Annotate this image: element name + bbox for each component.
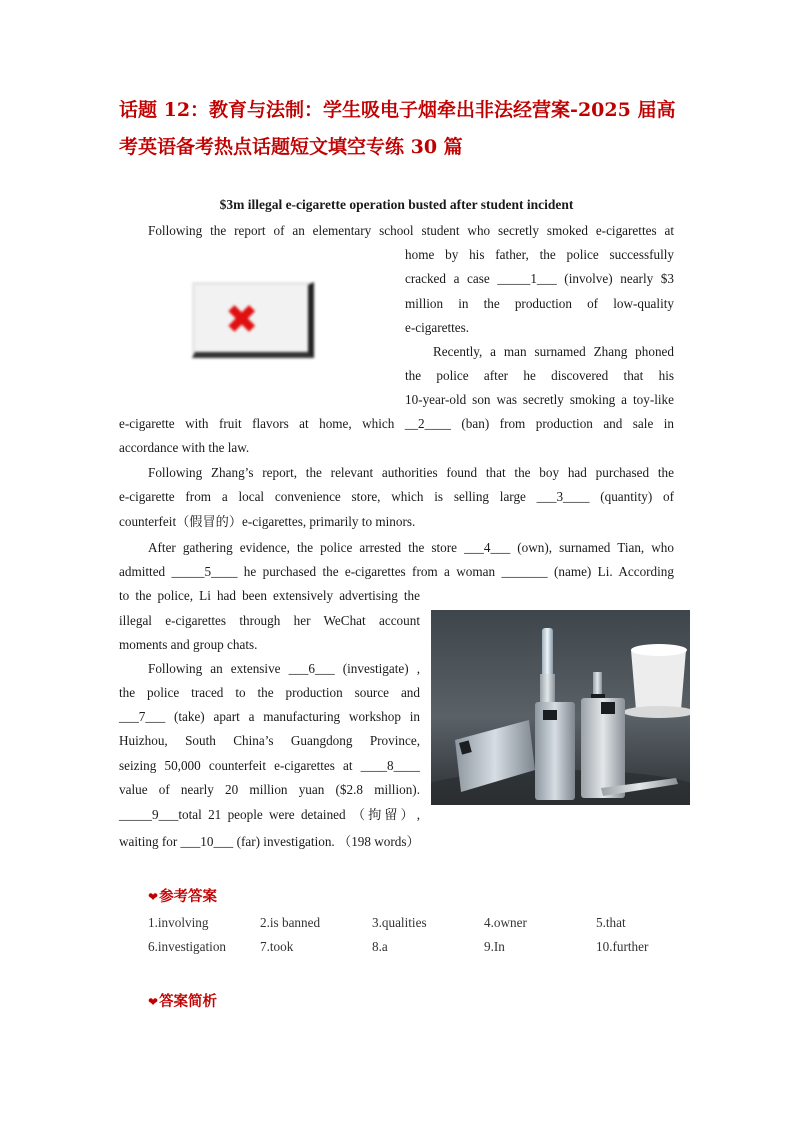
article-line: counterfeit（假冒的）e-cigarettes, primarily to minors. xyxy=(119,514,416,529)
article-line: the police after he discovered that his xyxy=(405,368,674,383)
answer-item: 7.took xyxy=(260,939,294,954)
article-line: After gathering evidence, the police arrested the store ___4___ (own), surnamed Tian, who xyxy=(148,540,674,555)
article-line: seizing 50,000 counterfeit e-cigarettes at ____8____ xyxy=(119,758,420,773)
article-title: $3m illegal e-cigarette operation busted after student incident xyxy=(219,197,574,212)
article-line: admitted _____5____ he purchased the e-cigarettes from a woman _______ (name) Li. According xyxy=(119,564,674,579)
article-line: ___7___ (take) apart a manufacturing workshop in xyxy=(119,709,420,724)
answer-item: 6.investigation xyxy=(148,939,227,954)
article-line: e-cigarettes. xyxy=(405,320,470,335)
e-cigarette-photo xyxy=(431,610,690,805)
article-line: _____9___total 21 people were detained （拘留）, xyxy=(119,807,420,822)
article-line: Huizhou, South China’s Guangdong Province, xyxy=(119,733,420,748)
article-line: the police traced to the production source and xyxy=(119,685,420,700)
article-line: Recently, a man surnamed Zhang phoned xyxy=(433,344,674,359)
answers-heading xyxy=(148,885,217,906)
answer-item: 10.further xyxy=(596,939,649,954)
article-line: accordance with the law. xyxy=(119,440,250,455)
page-title-line-2: 考英语备考热点话题短文填空专练 30 篇 xyxy=(119,136,463,158)
answer-item: 1.involving xyxy=(148,915,209,930)
article-line: waiting for ___10___ (far) investigation. （198 words） xyxy=(119,834,420,849)
answer-item: 2.is banned xyxy=(260,915,321,930)
article-line: e-cigarette with fruit flavors at home, which __2____ (ban) from production and sale in xyxy=(119,416,674,431)
article-line: cracked a case _____1___ (involve) nearly $3 xyxy=(405,271,674,286)
broken-image-icon xyxy=(192,282,314,358)
red-x-icon: ✖ xyxy=(225,297,259,343)
article-line: home by his father, the police successfully xyxy=(405,247,674,262)
article-line: moments and group chats. xyxy=(119,637,258,652)
answer-item: 4.owner xyxy=(484,915,527,930)
heart-icon: ❤ xyxy=(148,995,159,1009)
answer-item: 8.a xyxy=(372,939,388,954)
article-line: Following the report of an elementary school student who secretly smoked e-cigarettes at xyxy=(148,223,674,238)
article-line: Following Zhang’s report, the relevant authorities found that the boy had purchased the xyxy=(148,465,674,480)
article-line: illegal e-cigarettes through her WeChat account xyxy=(119,613,420,628)
analysis-heading-label: 答案简析 xyxy=(159,993,218,1010)
article-line: e-cigarette from a local convenience store, which is selling large ___3____ (quantity) of xyxy=(119,489,674,504)
answers-heading-label: 参考答案 xyxy=(159,888,218,905)
answer-item: 3.qualities xyxy=(372,915,427,930)
analysis-heading xyxy=(148,990,217,1011)
page-title xyxy=(119,92,679,166)
article-line: 10-year-old son was secretly smoking a toy-like xyxy=(405,392,674,407)
article-line: to the police, Li had been extensively advertising the xyxy=(119,588,420,603)
article-line: million in the production of low-quality xyxy=(405,296,674,311)
page-title-line-1: 话题 12：教育与法制：学生吸电子烟牵出非法经营案-2025 届高 xyxy=(119,99,676,121)
article-line: value of nearly 20 million yuan ($2.8 million). xyxy=(119,782,420,797)
heart-icon: ❤ xyxy=(148,890,159,904)
answer-item: 9.In xyxy=(484,939,505,954)
article-line: Following an extensive ___6___ (investigate) , xyxy=(148,661,420,676)
answer-item: 5.that xyxy=(596,915,626,930)
